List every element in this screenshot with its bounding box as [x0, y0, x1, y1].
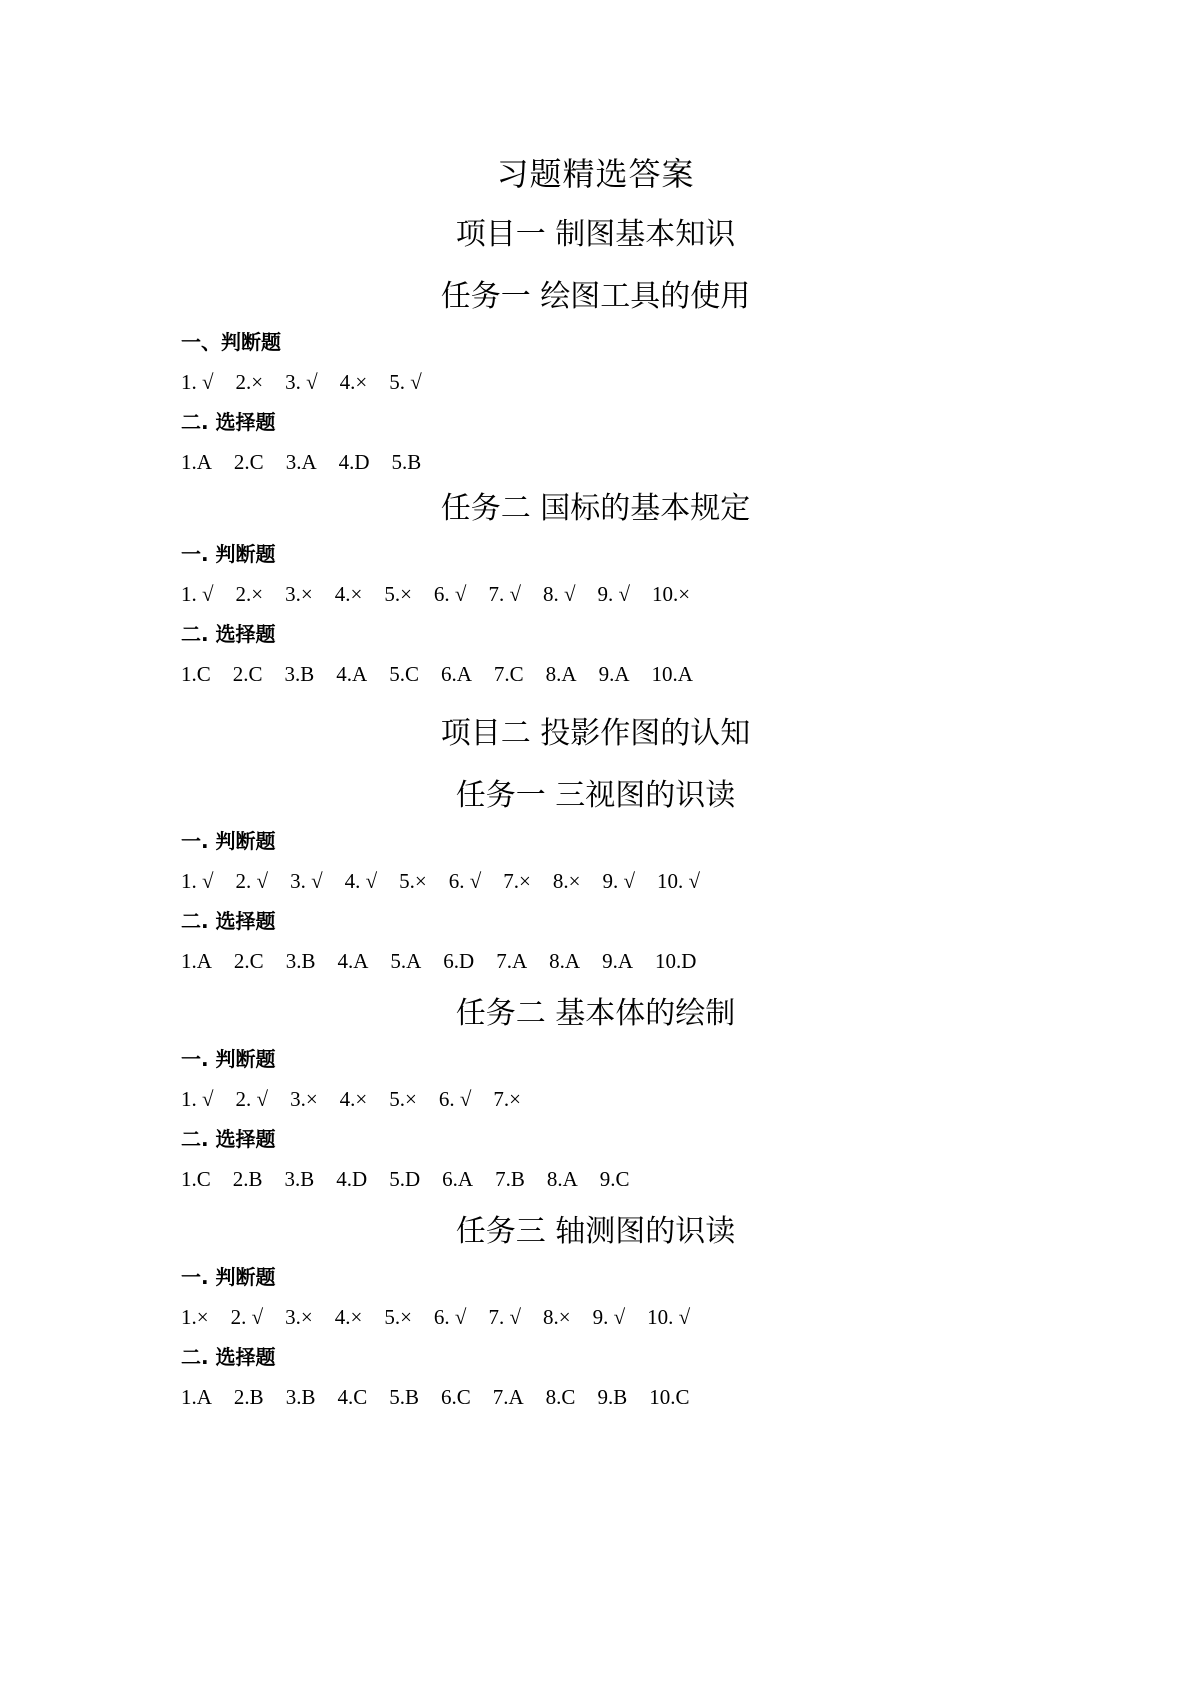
answer-item: 4.A: [336, 662, 368, 686]
answer-item: 6.A: [442, 1167, 474, 1191]
answer-item: 3.×: [290, 1087, 318, 1111]
document-title: 习题精选答案: [496, 155, 695, 193]
answer-item: 4.C: [337, 1385, 368, 1409]
judge-answers: [181, 868, 722, 894]
answer-item: 4.A: [337, 949, 369, 973]
task-title: 任务二 基本体的绘制: [455, 996, 736, 1031]
judge-heading: 一、判断题: [181, 330, 281, 354]
answer-item: 1.×: [181, 1305, 209, 1329]
answer-item: 2.C: [233, 450, 264, 474]
answer-item: 5.B: [391, 450, 422, 474]
answer-item: 5.×: [399, 869, 427, 893]
answer-item: 4. √: [344, 869, 378, 893]
answer-item: 4.D: [338, 450, 370, 474]
answer-item: 10.D: [654, 949, 697, 973]
choice-answers: [181, 449, 443, 475]
answer-item: 9.A: [602, 949, 633, 973]
choice-answers: [181, 1166, 652, 1192]
answer-item: 4.×: [339, 370, 368, 394]
answer-item: 7.×: [493, 1087, 521, 1111]
answer-item: 7. √: [488, 1305, 521, 1329]
answer-item: 8.×: [552, 869, 581, 893]
choice-heading: 二. 选择题: [181, 1345, 276, 1369]
answer-item: 9. √: [597, 582, 631, 606]
answer-item: 6. √: [433, 1305, 467, 1329]
answer-item: 7.A: [492, 1385, 524, 1409]
choice-heading: 二. 选择题: [181, 1127, 276, 1151]
answer-item: 1.A: [181, 1385, 212, 1409]
project-title: 项目一 制图基本知识: [455, 217, 736, 252]
choice-answers: [181, 948, 718, 974]
choice-heading: 二. 选择题: [181, 410, 276, 434]
choice-heading: 二. 选择题: [181, 909, 276, 933]
project-title: 项目二 投影作图的认知: [440, 716, 751, 751]
answer-item: 5.B: [389, 1385, 419, 1409]
answer-item: 9.C: [599, 1167, 630, 1191]
answer-item: 7.A: [496, 949, 528, 973]
answer-item: 6. √: [438, 1087, 472, 1111]
answer-item: 5.D: [389, 1167, 421, 1191]
answer-item: 4.×: [339, 1087, 368, 1111]
task-title: 任务一 绘图工具的使用: [440, 279, 751, 314]
answer-item: 10.C: [649, 1385, 690, 1409]
answer-item: 2. √: [230, 1305, 264, 1329]
answer-item: 2.C: [232, 662, 263, 686]
answer-item: 6.D: [443, 949, 475, 973]
answer-item: 5. √: [389, 370, 422, 394]
answer-item: 2.B: [233, 1385, 264, 1409]
answer-item: 3.B: [284, 1167, 315, 1191]
answer-item: 6.C: [440, 1385, 471, 1409]
answer-item: 1.C: [181, 1167, 211, 1191]
answer-item: 5.×: [384, 1305, 412, 1329]
answer-item: 7.B: [495, 1167, 525, 1191]
answer-item: 2.×: [235, 370, 264, 394]
answer-item: 5.A: [390, 949, 422, 973]
answer-item: 9.A: [598, 662, 630, 686]
task-title: 任务二 国标的基本规定: [440, 491, 751, 526]
judge-heading: 一. 判断题: [181, 1265, 276, 1289]
answer-item: 8.×: [542, 1305, 571, 1329]
answer-item: 2.B: [232, 1167, 263, 1191]
answer-item: 8.C: [545, 1385, 576, 1409]
answer-item: 8.A: [549, 949, 581, 973]
answer-item: 4.D: [336, 1167, 368, 1191]
answer-item: 3.A: [285, 450, 317, 474]
answer-item: 10.×: [652, 582, 691, 606]
answer-item: 8. √: [542, 582, 576, 606]
answer-item: 10.A: [651, 662, 693, 686]
answer-item: 1.C: [181, 662, 211, 686]
judge-heading: 一. 判断题: [181, 1047, 276, 1071]
answer-item: 2. √: [235, 1087, 269, 1111]
task-title: 任务一 三视图的识读: [455, 778, 736, 813]
answer-item: 3.B: [285, 949, 316, 973]
answer-item: 8.A: [546, 1167, 578, 1191]
answer-item: 5.×: [384, 582, 412, 606]
answer-item: 3.B: [285, 1385, 316, 1409]
answer-item: 3. √: [290, 869, 323, 893]
answer-item: 9. √: [592, 1305, 626, 1329]
task-title: 任务三 轴测图的识读: [455, 1214, 736, 1249]
answer-item: 1. √: [181, 582, 214, 606]
answer-item: 6. √: [448, 869, 482, 893]
answer-item: 2.C: [233, 949, 264, 973]
answer-item: 7. √: [488, 582, 521, 606]
answer-item: 6.A: [440, 662, 472, 686]
answer-item: 3.×: [285, 582, 313, 606]
answer-item: 1. √: [181, 1087, 214, 1111]
choice-answers: [181, 1384, 711, 1410]
answer-item: 3. √: [285, 370, 318, 394]
choice-answers: [181, 661, 715, 687]
answer-item: 1.A: [181, 450, 212, 474]
answer-item: 5.×: [389, 1087, 417, 1111]
answer-item: 10. √: [656, 869, 700, 893]
answer-item: 1. √: [181, 869, 214, 893]
answer-item: 1.A: [181, 949, 212, 973]
answer-item: 3.B: [284, 662, 315, 686]
judge-heading: 一. 判断题: [181, 829, 276, 853]
answer-item: 1. √: [181, 370, 214, 394]
answer-item: 8.A: [545, 662, 577, 686]
answer-item: 2.×: [235, 582, 264, 606]
answer-item: 10. √: [647, 1305, 691, 1329]
answer-item: 9. √: [602, 869, 635, 893]
judge-answers: [181, 1086, 543, 1112]
answer-item: 7.C: [493, 662, 524, 686]
answer-item: 4.×: [334, 582, 363, 606]
answer-item: 4.×: [334, 1305, 363, 1329]
answer-item: 3.×: [285, 1305, 313, 1329]
answer-item: 7.×: [503, 869, 531, 893]
answer-item: 2. √: [235, 869, 269, 893]
judge-answers: [181, 581, 712, 607]
answer-item: 6. √: [433, 582, 467, 606]
answer-item: 5.C: [389, 662, 419, 686]
judge-heading: 一. 判断题: [181, 542, 276, 566]
judge-answers: [181, 369, 444, 395]
judge-answers: [181, 1304, 712, 1330]
answer-item: 9.B: [597, 1385, 628, 1409]
choice-heading: 二. 选择题: [181, 622, 276, 646]
